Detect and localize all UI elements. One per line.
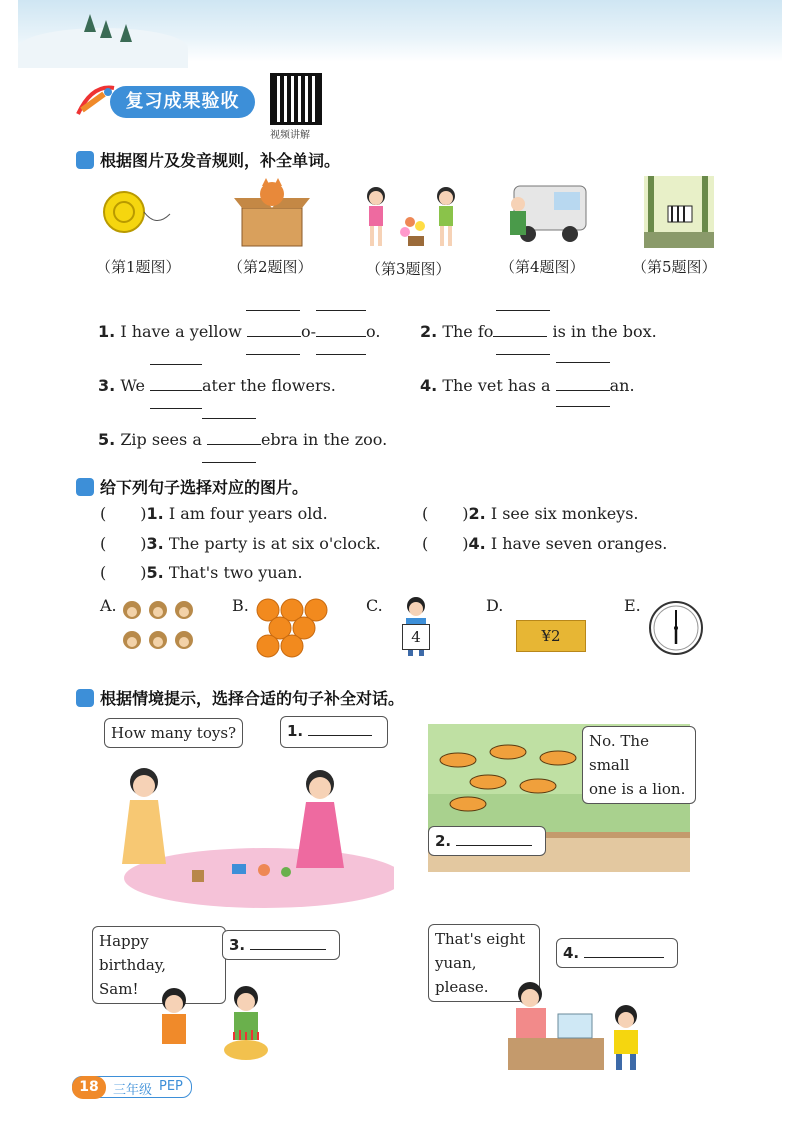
answer-blank[interactable] [556,390,610,391]
answer-blank[interactable] [584,957,664,958]
caption-3: （第3题图） [366,260,451,278]
s1-question-3: 3. We ater the flowers. [98,376,336,395]
bubble-small-lion [582,726,696,804]
guide-line [246,354,300,355]
review-title: 复习成果验收 [110,86,255,118]
seven-oranges-picture [252,596,332,660]
vet-van-picture [504,180,588,250]
answer-blank[interactable] [308,735,372,736]
guide-line [150,408,202,409]
bubble-blank-1: 1. [280,716,388,748]
option-c-label: C. [366,596,383,615]
option-d-label: D. [486,596,504,615]
option-b-label: B. [232,596,249,615]
guide-line [150,364,202,365]
caption-1: （第1题图） [96,258,181,276]
zebra-zoo-picture [644,176,714,248]
clock-six-oclock-icon [648,600,704,656]
s1-question-2: 2. The fo is in the box. [420,322,657,341]
answer-blank[interactable] [316,336,366,337]
bubble-how-many-toys: How many toys? [104,718,243,748]
option-e-label: E. [624,596,641,615]
section-1-title: 根据图片及发音规则，补全单词。 [100,151,341,170]
page-number: 18 [72,1076,106,1099]
answer-blank[interactable] [150,390,202,391]
guide-line [496,310,550,311]
s2-item-4: ( )4. I have seven oranges. [422,534,668,553]
tree-icon [120,24,132,42]
section-2-marker [76,478,94,496]
fox-in-box-picture [234,178,310,248]
guide-line [202,462,256,463]
caption-2: （第2题图） [228,258,313,276]
tree-icon [100,20,112,38]
caption-5: （第5题图） [632,258,717,276]
bubble-blank-2: 2. [428,826,546,856]
header-banner [18,0,782,62]
watering-flowers-picture [360,182,464,252]
toys-scene-picture [104,760,394,910]
guide-line [496,354,550,355]
s2-item-2: ( )2. I see six monkeys. [422,504,639,523]
section-2-title: 给下列句子选择对应的图片。 [100,478,309,497]
answer-blank[interactable] [250,949,326,950]
price-tag: ¥2 [516,620,586,652]
s2-item-3: ( )3. The party is at six o'clock. [100,534,381,553]
bubble-line: one is a lion. [589,780,686,798]
s2-item-5: ( )5. That's two yuan. [100,563,303,582]
footer-grade: 三年级 [113,1083,153,1098]
guide-line [202,418,256,419]
bubble-line: Happy birthday, [99,932,167,974]
bubble-line: That's eight [435,930,526,948]
yoyo-picture [100,188,180,238]
answer-blank[interactable] [493,336,547,337]
answer-blank[interactable] [247,336,301,337]
answer-blank[interactable] [456,845,532,846]
birthday-scene-picture [150,984,280,1068]
section-1-marker [76,151,94,169]
qr-label: 视频讲解 [270,130,310,141]
tree-icon [84,14,96,32]
bubble-blank-4: 4. [556,938,678,968]
bubble-blank-3: 3. [222,930,340,960]
s1-question-1: 1. I have a yellow o- o. [98,322,381,341]
guide-line [316,354,366,355]
guide-line [246,310,300,311]
section-3-title: 根据情境提示，选择合适的句子补全对话。 [100,689,405,708]
footer-edition: PEP [159,1079,183,1094]
guide-line [316,310,366,311]
bubble-line: yuan, please. [435,954,489,996]
shop-scene-picture [508,980,648,1072]
caption-4: （第4题图） [500,258,585,276]
s1-question-4: 4. The vet has a an. [420,376,635,395]
guide-line [556,406,610,407]
bubble-line: No. The small [589,732,649,774]
s1-question-5: 5. Zip sees a ebra in the zoo. [98,430,388,449]
qr-code[interactable] [273,76,319,122]
answer-blank[interactable] [207,444,261,445]
s2-item-1: ( )1. I am four years old. [100,504,328,523]
bubble-line: Sam! [99,980,139,998]
age-sign: 4 [402,624,430,650]
section-3-marker [76,689,94,707]
guide-line [556,362,610,363]
option-a-label: A. [100,596,117,615]
six-monkeys-picture [120,596,196,660]
